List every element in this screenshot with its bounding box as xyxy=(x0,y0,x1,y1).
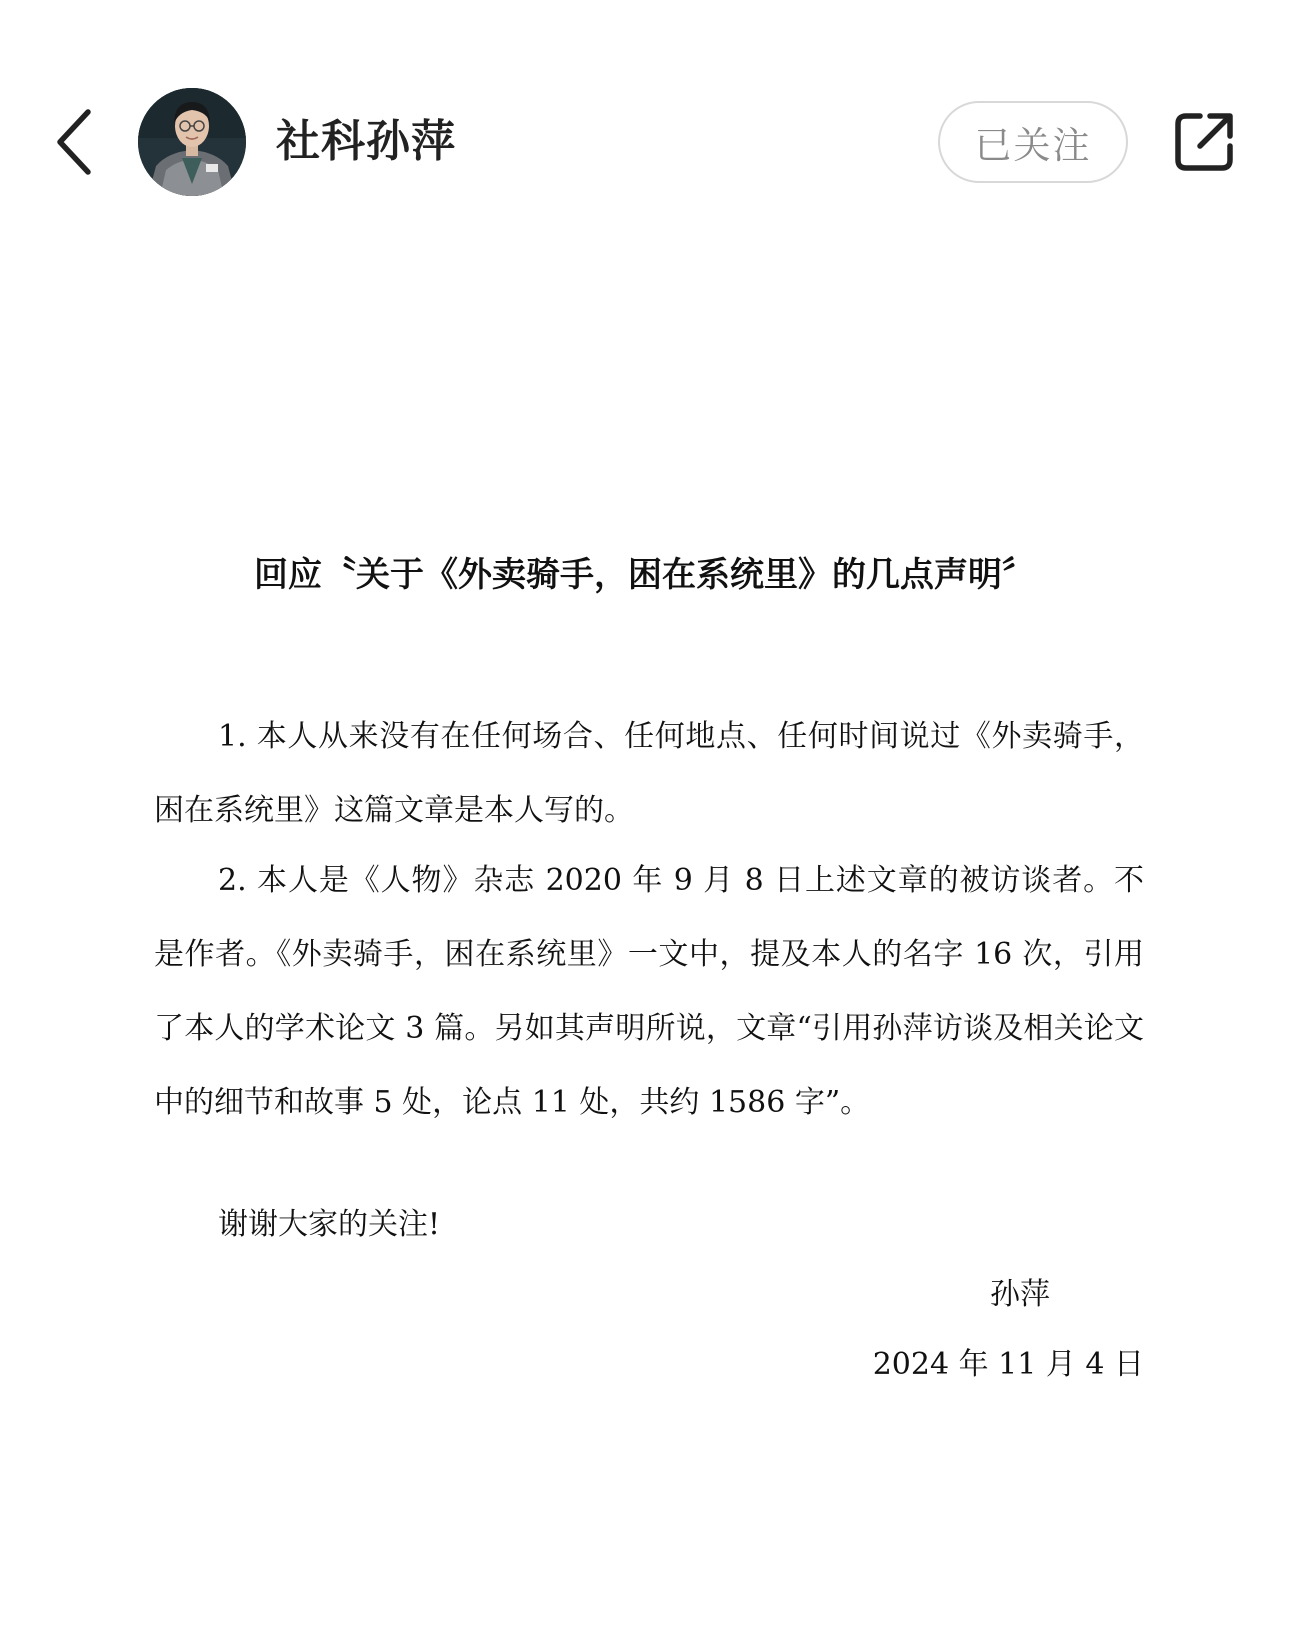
avatar[interactable] xyxy=(138,88,246,196)
follow-button[interactable]: 已关注 xyxy=(938,101,1128,183)
closing-thanks: 谢谢大家的关注! xyxy=(218,1207,441,1242)
top-bar xyxy=(0,0,1290,280)
signature-name: 孙萍 xyxy=(990,1277,1050,1312)
document-title: 回应〝关于《外卖骑手，困在系统里》的几点声明〞 xyxy=(254,555,1036,595)
chevron-left-icon xyxy=(54,108,94,176)
share-button[interactable] xyxy=(1170,108,1238,176)
account-name[interactable]: 社科孙萍 xyxy=(276,116,456,167)
avatar-photo xyxy=(138,88,246,196)
statement-document xyxy=(0,280,1290,1630)
statement-paragraph-2: 2. 本人是《人物》杂志 2020 年 9 月 8 日上述文章的被访谈者。不是作者。《外卖骑手，困在系统里》一文中，提及本人的名字 16 次，引用了本人的学术论文 3 篇。另如其声明所说，文章“引用孙萍访谈及相关论文中的细节和故事 5 处，论点 11 处，共约 1586 字”。 xyxy=(154,863,1144,1120)
share-out-icon xyxy=(1172,110,1236,174)
back-button[interactable] xyxy=(46,104,102,180)
statement-paragraph-1: 1. 本人从来没有在任何场合、任何地点、任何时间说过《外卖骑手，困在系统里》这篇文章是本人写的。 xyxy=(154,719,1144,828)
signature-date: 2024 年 11 月 4 日 xyxy=(872,1347,1144,1382)
